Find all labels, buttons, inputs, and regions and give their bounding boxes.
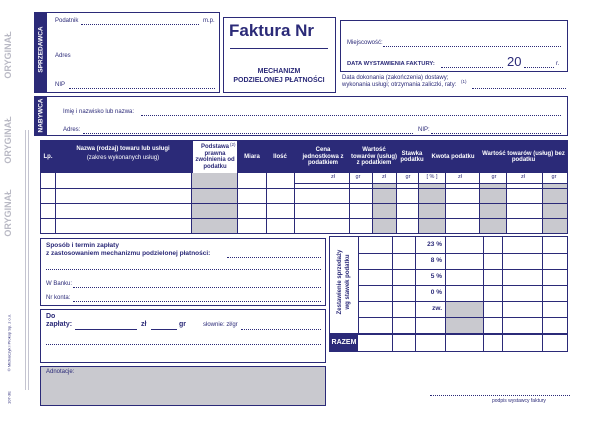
col-basis-header: Podstawa prawna zwolnienia od podatku xyxy=(193,141,237,173)
col-qty-header: Ilość xyxy=(273,153,287,160)
supply-date-label-2: wykonania usługi; otrzymania zaliczki, raty: xyxy=(342,82,457,88)
vat-side-tab xyxy=(330,237,359,333)
issue-date-field[interactable] xyxy=(441,67,503,68)
col-name-header: Nazwa (rodzaj) towaru lub usługi xyxy=(76,145,170,152)
side-margin xyxy=(0,0,14,421)
col-value-gross-header: Wartość towarów (usług) z podatkiem xyxy=(351,147,397,167)
due-words-field[interactable] xyxy=(241,329,321,330)
mechanism-line1: MECHANIZM xyxy=(257,68,301,75)
supply-date-field[interactable] xyxy=(472,88,566,89)
unit-price-gr: gr xyxy=(355,174,361,180)
col-basis-note: (2) xyxy=(230,142,236,147)
invoice-title-box xyxy=(223,17,336,93)
account-label: Nr konta: xyxy=(46,295,71,301)
payment-title-line2: z zastosowaniem mechanizmu podzielonej płatności: xyxy=(46,250,211,257)
vat-rate-0: 0 % xyxy=(430,289,442,296)
vat-total-label: RAZEM xyxy=(330,334,358,351)
value-net-zl: zł xyxy=(521,174,525,180)
signature-label: podpis wystawcy faktury xyxy=(492,398,546,404)
issue-year-prefix: 20 xyxy=(507,54,522,69)
value-gross-gr: gr xyxy=(405,174,411,180)
col-vat-rate-header: Stawka podatku xyxy=(400,150,424,163)
seller-taxpayer-label: Podatnik xyxy=(55,18,79,24)
publisher-label: © Michalczyk i Prokop Sp. z o.o. xyxy=(6,313,12,372)
due-gr-label: gr xyxy=(179,321,186,328)
signature-field[interactable] xyxy=(430,395,570,396)
buyer-address-field[interactable] xyxy=(83,133,413,134)
issue-date-label: DATA WYSTAWIENIA FAKTURY: xyxy=(347,61,435,67)
vat-rate-exempt: zw. xyxy=(432,305,442,312)
tax-amount-zl: zł xyxy=(458,174,462,180)
bank-label: W Banku: xyxy=(46,281,73,287)
col-unit-price-header: Cena jednostkowa z podatkiem xyxy=(302,147,344,167)
col-unit-header: Miara xyxy=(244,153,260,160)
due-label-line1: Do xyxy=(46,313,56,320)
due-zl-field[interactable] xyxy=(75,329,137,330)
invoice-details-box xyxy=(340,20,568,72)
seller-box xyxy=(34,12,220,93)
buyer-box xyxy=(34,96,568,136)
form-code-label: 107-3E xyxy=(6,391,12,404)
place-label: Miejscowość: xyxy=(347,40,383,46)
item-row-1[interactable] xyxy=(55,174,567,188)
due-words-label: słownie: zł/gr xyxy=(203,322,238,328)
buyer-nip-label: NIP: xyxy=(418,127,430,133)
notes-label: Adnotacje: xyxy=(46,369,75,375)
vat-rate-percent: [ % ] xyxy=(426,174,438,180)
seller-section-tab xyxy=(35,13,47,92)
item-row-2[interactable] xyxy=(55,189,567,203)
vat-side-label-2: wg stawek podatku xyxy=(345,254,351,310)
issue-year-field[interactable] xyxy=(524,67,554,68)
payment-method-field-2[interactable] xyxy=(46,269,321,270)
seller-nip-label: NIP xyxy=(55,82,66,88)
col-tax-amount-header: Kwota podatku xyxy=(431,153,475,160)
buyer-section-label: NABYWCA xyxy=(37,98,45,133)
buyer-section-tab xyxy=(35,97,47,135)
copy-label-top: ORYGINAŁ xyxy=(3,31,13,79)
buyer-name-label: Imię i nazwisko lub nazwa: xyxy=(63,109,135,115)
payment-method-field[interactable] xyxy=(227,257,321,258)
tax-amount-gr: gr xyxy=(491,174,497,180)
issue-year-suffix: r. xyxy=(556,61,560,67)
copy-label-mid: ORYGINAŁ xyxy=(3,116,13,164)
account-field[interactable] xyxy=(73,301,321,302)
items-table xyxy=(40,140,568,234)
mechanism-line2: PODZIELONEJ PŁATNOŚCI xyxy=(233,77,325,84)
invoice-title: Faktura Nr xyxy=(229,21,315,40)
col-name-subheader: (zakres wykonanych usług) xyxy=(86,154,160,161)
item-row-4[interactable] xyxy=(55,219,567,233)
col-value-net-header: Wartość towarów (usług) bez podatku xyxy=(482,150,565,163)
due-box xyxy=(40,309,326,363)
vat-rate-23: 23 % xyxy=(427,241,442,248)
place-field[interactable] xyxy=(383,46,561,47)
vat-rate-8: 8 % xyxy=(430,257,442,264)
due-words-field-2[interactable] xyxy=(46,344,321,345)
seller-taxpayer-field[interactable] xyxy=(81,24,199,25)
due-zl-label: zł xyxy=(141,321,147,328)
notes-box xyxy=(40,366,326,406)
due-gr-field[interactable] xyxy=(151,329,177,330)
value-net-gr: gr xyxy=(551,174,557,180)
buyer-nip-field[interactable] xyxy=(431,133,561,134)
seller-address-label: Adres xyxy=(55,53,71,59)
bank-field[interactable] xyxy=(73,287,321,288)
vat-side-label-1: Zestawienie sprzedaży xyxy=(337,249,343,315)
item-row-3[interactable] xyxy=(55,204,567,218)
supply-date-label: Data dokonania (zakończenia) dostawy; xyxy=(342,75,449,81)
value-gross-zl: zł xyxy=(382,174,386,180)
copy-label-bottom: ORYGINAŁ xyxy=(3,189,13,237)
invoice-number-line xyxy=(230,48,328,49)
due-label-line2: zapłaty: xyxy=(46,321,73,328)
buyer-address-label: Adres: xyxy=(63,127,81,133)
seller-section-label: SPRZEDAWCA xyxy=(37,26,45,73)
unit-price-zl: zł xyxy=(331,174,335,180)
supply-date-footnote: (1) xyxy=(461,79,467,84)
payment-title-line1: Sposób i termin zapłaty xyxy=(46,242,119,249)
side-fine-print xyxy=(22,130,31,390)
vat-summary-box xyxy=(329,236,568,352)
buyer-name-field[interactable] xyxy=(141,115,561,116)
seller-nip-field[interactable] xyxy=(69,88,215,89)
vat-rate-5: 5 % xyxy=(430,273,442,280)
payment-box xyxy=(40,238,326,306)
col-lp-header: Lp. xyxy=(43,153,53,160)
seller-stamp-label: m.p. xyxy=(203,18,215,24)
